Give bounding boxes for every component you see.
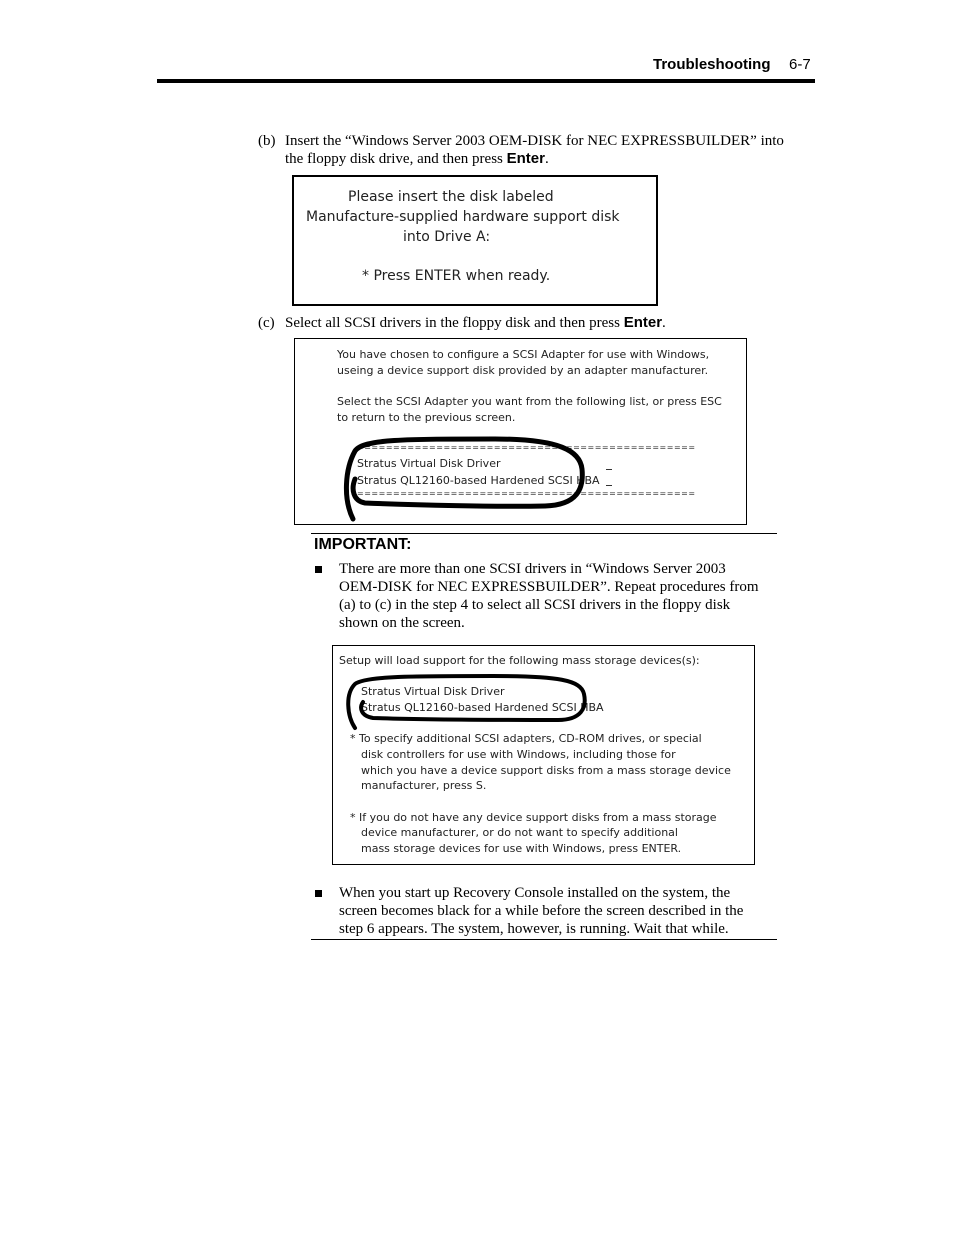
step-c-suffix: . <box>662 315 666 331</box>
note1-line2: disk controllers for use with Windows, including those for <box>361 748 676 761</box>
important-top-rule <box>311 533 777 534</box>
running-header-title: Troubleshooting <box>653 56 771 73</box>
important-heading: IMPORTANT: <box>314 536 412 553</box>
page-number: 6-7 <box>789 56 811 73</box>
scsi-option-ql12160: Stratus QL12160-based Hardened SCSI HBA <box>357 474 600 487</box>
bullet1-line4: shown on the screen. <box>339 615 465 631</box>
scsi-intro-line1: You have chosen to configure a SCSI Adapter for use with Windows, <box>337 348 710 361</box>
bullet-marker <box>315 890 322 897</box>
bullet1-line3: (a) to (c) in the step 4 to select all SCSI drivers in the floppy disk <box>339 597 731 613</box>
device-virtual-disk: Stratus Virtual Disk Driver <box>361 685 505 698</box>
press-enter-line: * Press ENTER when ready. <box>362 268 551 284</box>
bullet1-line2: OEM-DISK for NEC EXPRESSBUILDER”. Repeat procedures from <box>339 579 759 595</box>
list-separator-bottom: =============================================== <box>357 489 696 498</box>
insert-disk-screenshot <box>292 175 658 306</box>
step-b-line2-suffix: . <box>544 151 549 167</box>
bullet2-line3: step 6 appears. The system, however, is running. Wait that while. <box>339 921 729 937</box>
select-scsi-screenshot <box>294 338 747 525</box>
insert-disk-line1: Please insert the disk labeled <box>348 189 554 205</box>
scsi-option-virtual-disk: Stratus Virtual Disk Driver <box>357 457 501 470</box>
bullet2-line2: screen becomes black for a while before the screen described in the <box>339 903 744 919</box>
note1-line4: manufacturer, press S. <box>361 779 487 792</box>
bullet-marker <box>315 566 322 573</box>
step-b-line1: Insert the “Windows Server 2003 OEM-DISK for NEC EXPRESSBUILDER” into <box>285 133 784 149</box>
note2-line2: device manufacturer, or do not want to specify additional <box>361 826 678 839</box>
note1-line1: * To specify additional SCSI adapters, CD-ROM drives, or special <box>350 732 702 745</box>
bullet1-line1: There are more than one SCSI drivers in “Windows Server 2003 <box>339 561 726 577</box>
step-b-line2 <box>285 150 815 168</box>
important-bottom-rule <box>311 939 777 940</box>
scsi-intro-line2: useing a device support disk provided by an adapter manufacturer. <box>337 364 709 377</box>
step-c-text <box>285 314 666 332</box>
step-b-line2-prefix: the floppy disk drive, and then press <box>285 151 507 167</box>
mass-storage-screenshot <box>332 645 755 865</box>
list-separator-top: =============================================== <box>357 443 696 452</box>
scsi-select-line1: Select the SCSI Adapter you want from the following list, or press ESC <box>337 395 722 408</box>
note1-line3: which you have a device support disks from a mass storage device <box>361 764 731 777</box>
bullet2-line1: When you start up Recovery Console installed on the system, the <box>339 885 731 901</box>
insert-disk-line2: Manufacture-supplied hardware support disk <box>306 209 620 225</box>
insert-disk-line3: into Drive A: <box>403 229 491 245</box>
step-c-label: (c) <box>258 315 275 331</box>
header-rule <box>157 79 815 83</box>
step-b-label: (b) <box>258 133 276 149</box>
device-ql12160: Stratus QL12160-based Hardened SCSI HBA <box>361 701 604 714</box>
important-bullet-2 <box>339 884 779 938</box>
step-b-text <box>285 132 815 168</box>
highlight-circle-mark <box>295 339 748 526</box>
important-bullet-1 <box>339 560 779 632</box>
enter-key-label: Enter <box>623 314 663 331</box>
enter-key-label: Enter <box>506 150 545 167</box>
highlight-circle-mark <box>333 646 756 866</box>
step-c-prefix: Select all SCSI drivers in the floppy disk and then press <box>285 315 624 331</box>
note2-line1: * If you do not have any device support disks from a mass storage <box>350 811 717 824</box>
scsi-select-line2: to return to the previous screen. <box>337 411 516 424</box>
note2-line3: mass storage devices for use with Windows, press ENTER. <box>361 842 682 855</box>
mass-storage-intro: Setup will load support for the following mass storage devices(s): <box>339 654 700 667</box>
